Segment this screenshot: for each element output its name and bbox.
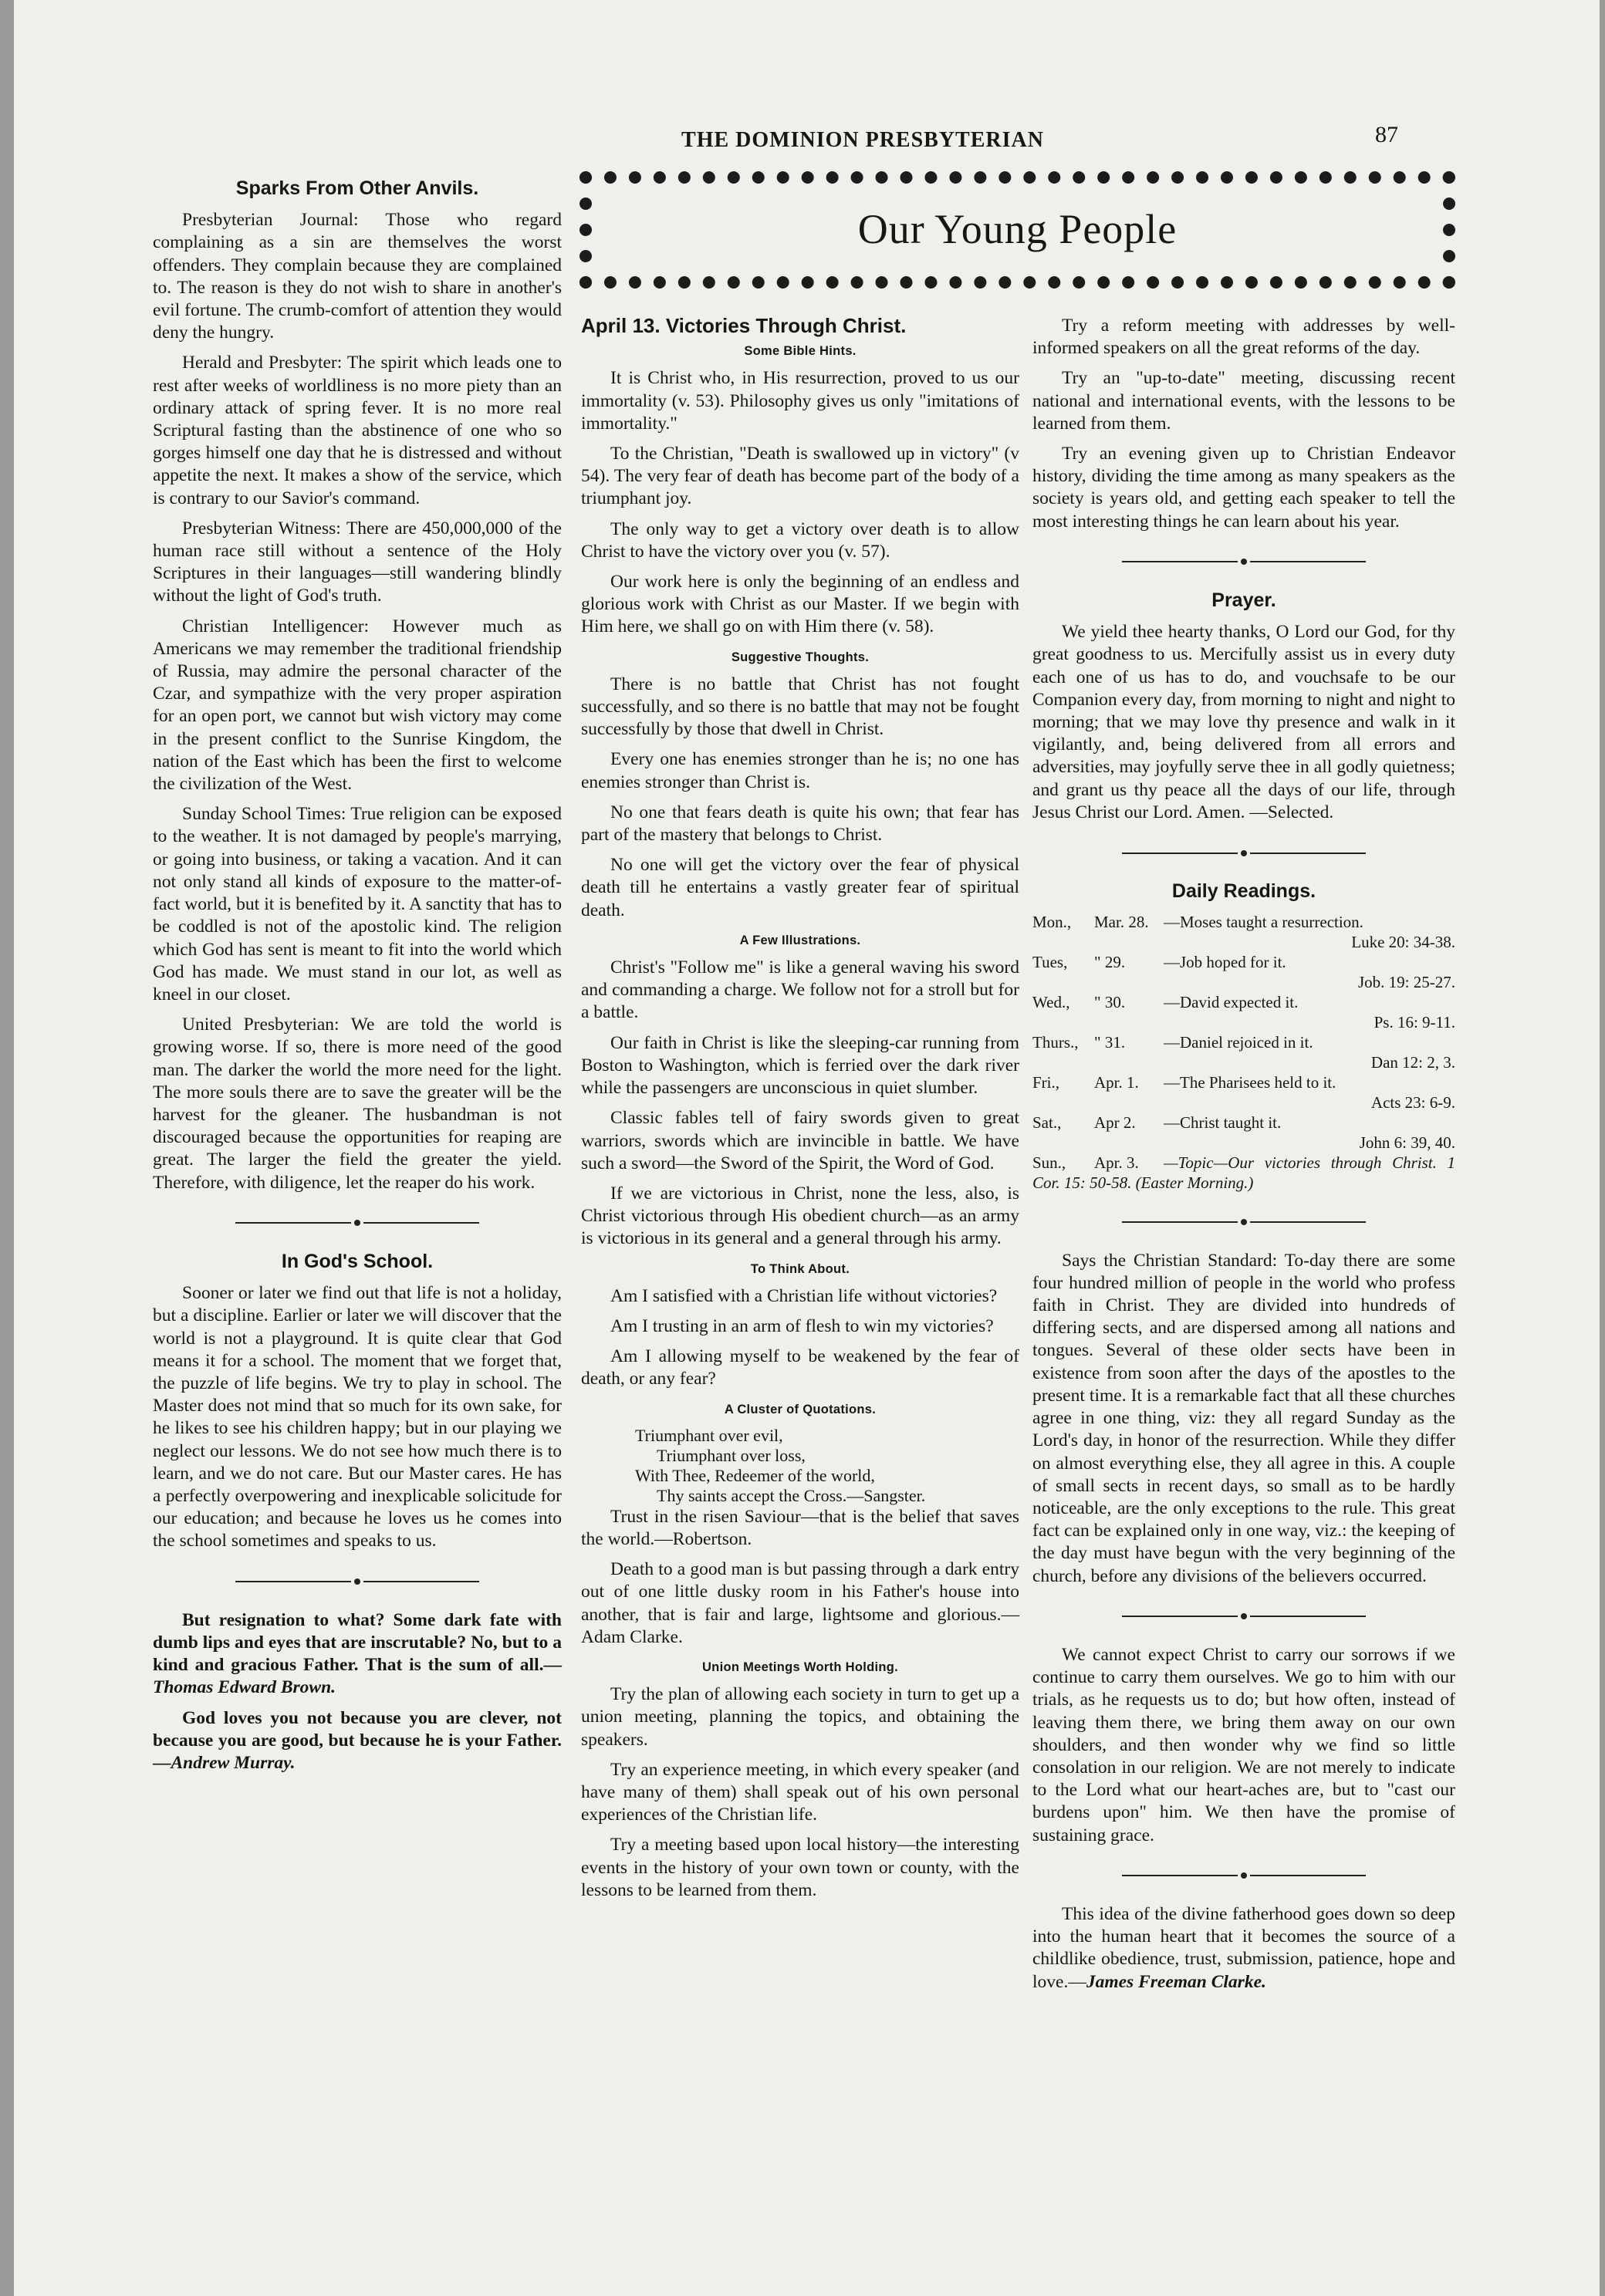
- daily-readings-list: [1032, 912, 1455, 1193]
- paragraph: The only way to get a victory over death is to allow Christ to have the victory over you (v. 57).: [581, 518, 1019, 562]
- paragraph: Sooner or later we find out that life is not a holiday, but a discipline. Earlier or later we will discover that the world is not a playground. It is quite clear that God means it for a school. The moment that we forget that, the puzzle of life begins. We try to play in school. The Master does not mind that so much for its own sake, for he likes to see his children happy; but in our playing we neglect our lessons. We do not see how much there is to learn, and we do not care. But our Master cares. He has a perfectly overpowering and inexplicable solicitude for our education; and because he loves us he comes into the school sometimes and speaks to us.: [153, 1283, 562, 1551]
- signature: Thomas Edward Brown.: [153, 1677, 336, 1698]
- divider: [153, 1570, 562, 1592]
- divider: [1032, 550, 1455, 572]
- paragraph: Try an "up-to-date" meeting, discussing recent national and international events, with the lessons to be learned from them.: [1032, 368, 1455, 434]
- paragraph: There is no battle that Christ has not fought successfully, and so there is no battle that may not be fought successfully by those that dwell in Christ.: [581, 674, 1019, 740]
- paragraph: Am I allowing myself to be weakened by the fear of death, or any fear?: [581, 1346, 1019, 1389]
- reading-row: Sat., Apr 2. —Christ taught it. John 6: 39, 40.: [1032, 1113, 1455, 1153]
- paragraph: Classic fables tell of fairy swords given to great warriors, swords which are invincible in battle. We have such a sword—the Sword of the Spirit, the Word of God.: [581, 1108, 1019, 1173]
- paragraph: Try an experience meeting, in which every speaker (and have many of them) shall speak out of his own personal experiences of the Christian life.: [581, 1759, 1019, 1825]
- fatherhood-quote: This idea of the divine fatherhood goes down so deep into the human heart that it becomes the source of a childlike obedience, trust, submission, patience, hope and love.—James Freeman Clarke.: [1032, 1903, 1455, 1992]
- daily-readings-heading: Daily Readings.: [1171, 880, 1316, 903]
- verse-block: [635, 1426, 1019, 1506]
- reading-row: Tues, " 29. —Job hoped for it. Job. 19: 25-27.: [1032, 953, 1455, 992]
- signature: James Freeman Clarke.: [1086, 1971, 1266, 1992]
- sparks-heading: Sparks From Other Anvils.: [235, 177, 479, 199]
- divider: [1032, 1864, 1455, 1886]
- paragraph: Says the Christian Standard: To-day there are some four hundred million of people in the world who profess faith in Christ. They are divided into hundreds of differing sects, and are dispersed among all nations and tongues. Several of these older sects have been in existence from soon after the days of the apostles to the present time. It is a remarkable fact that all these churches agree in one thing, viz: they all regard Sunday as the Lord's day, in honor of the resurrection. While they differ on almost everything else, they all agree in this. A couple of small sects in recent days, so small as to be hardly noticeable, are the only exceptions to the rule. This great fact can be explained only in one way, viz.: the keeping of the day must have begun with the very beginning of the church, before any divisions of the believers occurred.: [1032, 1250, 1455, 1586]
- paragraph: Death to a good man is but passing through a dark entry out of one little dusky room in his Father's house into another, that is fair and large, lightsome and glorious.—Adam Clarke.: [581, 1559, 1019, 1647]
- subhead: To Think About.: [750, 1261, 850, 1276]
- reading-row: Wed., " 30. —David expected it. Ps. 16: 9-11.: [1032, 993, 1455, 1032]
- paragraph: Presbyterian Journal: Those who regard complaining as a sin are themselves the worst offenders. They complain because they are complained to. The reason is they do not wish to share in another's evil fortune. The crumb-comfort of attention they would deny the hungry.: [153, 210, 562, 343]
- paragraph: Try an evening given up to Christian Endeavor history, dividing the time among as many speakers as the society is years old, and getting each speaker to tell the most interesting things he can learn about his year.: [1032, 444, 1455, 532]
- resignation-quote: But resignation to what? Some dark fate with dumb lips and eyes that are inscrutable? No, but to a kind and gracious Father. That is the sum of all.—Thomas Edward Brown.: [153, 1609, 562, 1698]
- subhead: Some Bible Hints.: [744, 344, 857, 359]
- paragraph: Every one has enemies stronger than he is; no one has enemies stronger than Christ is.: [581, 749, 1019, 792]
- paragraph: Our faith in Christ is like the sleeping-car running from Boston to Washington, which is ferried over the dark river while the passengers are unconscious in quiet slumber.: [581, 1032, 1019, 1099]
- column-left: [153, 177, 562, 1782]
- verse-line: Triumphant over loss,: [657, 1445, 806, 1465]
- reading-row: Fri., Apr. 1. —The Pharisees held to it. Acts 23: 6-9.: [1032, 1073, 1455, 1113]
- paragraph: Try a reform meeting with addresses by well-informed speakers on all the great reforms of the day.: [1032, 316, 1455, 359]
- paragraph: Try a meeting based upon local history—the interesting events in the history of your own town or county, with the lessons to be learned from them.: [581, 1835, 1019, 1900]
- paragraph: No one that fears death is quite his own; that fear has part of the mastery that belongs to Christ.: [581, 802, 1019, 846]
- paragraph: Trust in the risen Saviour—that is the belief that saves the world.—Robertson.: [581, 1506, 1019, 1549]
- divider: [153, 1211, 562, 1234]
- verse-line: Thy saints accept the Cross.—Sangster.: [657, 1485, 926, 1505]
- column-right: [1032, 315, 1455, 2001]
- paragraph: If we are victorious in Christ, none the less, also, is Christ victorious through His obedient church—as an army is victorious in its general and a general through his army.: [581, 1183, 1019, 1249]
- paragraph: Sunday School Times: True religion can be exposed to the weather. It is not damaged by people's marrying, or going into business, or taking a vacation. And it can not only stand all kinds of exposure to the matter-of-fact world, but it is benefited by it. A sanctity that has to be coddled is not of the apostolic kind. The religion which God has sent is meant to fit into the world which God has made. We must stand in our lot, as well as kneel in our closet.: [153, 804, 562, 1004]
- divider: [1032, 1605, 1455, 1627]
- paragraph: Herald and Presbyter: The spirit which leads one to rest after weeks of worldliness is no more piety than an ordinary attack of spring fever. It is no more real Scriptural fasting than the abstinence of one who so gorges himself one day that he is distressed and without appetite the next. It makes a show of the service, which is contrary to our Savior's command.: [153, 353, 562, 508]
- subhead: A Few Illustrations.: [739, 933, 861, 947]
- divider: [1032, 841, 1455, 863]
- subhead: A Cluster of Quotations.: [724, 1402, 877, 1416]
- paragraph: No one will get the victory over the fear of physical death till he entertains a vastly greater fear of spiritual death.: [581, 855, 1019, 920]
- lesson-title: April 13. Victories Through Christ.: [581, 314, 907, 337]
- paragraph: United Presbyterian: We are told the world is growing worse. If so, there is more need of the good man. The darker the world the more need for the light. The more souls there are to save the greater will be the harvest for the gleaner. The husbandman is not discouraged because the opportunities for reaping are great. The larger the field the greater the yield. Therefore, with diligence, let the reaper do his work.: [153, 1015, 562, 1193]
- prayer-heading: Prayer.: [1211, 589, 1276, 612]
- paragraph: Presbyterian Witness: There are 450,000,000 of the human race still without a sentence of the Holy Scriptures in their languages—still wandering blindly without the light of God's truth.: [153, 518, 562, 606]
- god-loves-quote: God loves you not because you are clever, not because you are good, but because he is your Father.—Andrew Murray.: [153, 1707, 562, 1773]
- paragraph: Our work here is only the beginning of an endless and glorious work with Christ as our Master. If we begin with Him here, we shall go on with Him there (v. 58).: [581, 572, 1019, 637]
- paragraph: Try the plan of allowing each society in turn to get up a union meeting, planning the topics, and obtaining the speakers.: [581, 1684, 1019, 1750]
- banner-title: Our Young People: [857, 206, 1178, 252]
- paragraph: Am I trusting in an arm of flesh to win my victories?: [610, 1315, 994, 1336]
- reading-row: Sun., Apr. 3. —Topic—Our victories through Christ. 1 Cor. 15: 50-58. (Easter Morning.): [1032, 1153, 1455, 1193]
- running-head: THE DOMINION PRESBYTERIAN: [681, 128, 1044, 152]
- newspaper-page: [14, 0, 1600, 2296]
- reading-row: Thurs., " 31. —Daniel rejoiced in it. Dan 12: 2, 3.: [1032, 1033, 1455, 1072]
- page-number: 87: [1375, 122, 1398, 147]
- section-banner: [579, 171, 1455, 289]
- column-middle: [581, 315, 1019, 1909]
- divider: [1032, 1210, 1455, 1232]
- verse-line: Triumphant over evil,: [635, 1425, 783, 1445]
- reading-row: Mon., Mar. 28. —Moses taught a resurrection. Luke 20: 34-38.: [1032, 913, 1455, 952]
- subhead: Suggestive Thoughts.: [731, 650, 870, 664]
- subhead: Union Meetings Worth Holding.: [701, 1660, 899, 1674]
- paragraph: It is Christ who, in His resurrection, proved to us our immortality (v. 53). Philosophy gives us only "imitations of immortality.": [581, 368, 1019, 434]
- paragraph: To the Christian, "Death is swallowed up in victory" (v 54). The very fear of death has become part of the body of a triumphant joy.: [581, 444, 1019, 509]
- prayer-text: We yield thee hearty thanks, O Lord our God, for thy great goodness to us. Mercifully assist us in every duty each one of us has to do, and vouchsafe to be our Companion every day, from morning to night and night to morning; that we may love thy presence and walk in it vigilantly, and, being delivered from all errors and adversities, may joyfully serve thee in all godly quietness; and grant us thy peace all the days of our life, through Jesus Christ our Lord. Amen. —Selected.: [1032, 622, 1455, 822]
- paragraph: We cannot expect Christ to carry our sorrows if we continue to carry them ourselves. We go to him with our trials, as he requests us to do; but how often, instead of leaving them there, we bring them away on our own shoulders, and then wonder why we find so little consolation in our religion. We are not merely to indicate to the Lord what our heart-aches are, but to "cast our burdens upon" him. We then have the promise of sustaining grace.: [1032, 1644, 1455, 1845]
- signature: Andrew Murray.: [171, 1753, 296, 1773]
- paragraph: Christian Intelligencer: However much as Americans we may remember the traditional friendship of Russia, may admire the personal character of the Czar, and sympathize with the very proper aspiration for an open port, we cannot but wish victory may come in the present conflict to the Sunrise Kingdom, the nation of the East which has been the first to welcome the civilization of the West.: [153, 616, 562, 795]
- paragraph: Am I satisfied with a Christian life without victories?: [610, 1285, 998, 1306]
- verse-line: With Thee, Redeemer of the world,: [635, 1465, 875, 1485]
- paragraph: Christ's "Follow me" is like a general waving his sword and commanding a charge. We follow not for a stroll but for a battle.: [581, 957, 1019, 1023]
- gods-school-heading: In God's School.: [281, 1250, 434, 1272]
